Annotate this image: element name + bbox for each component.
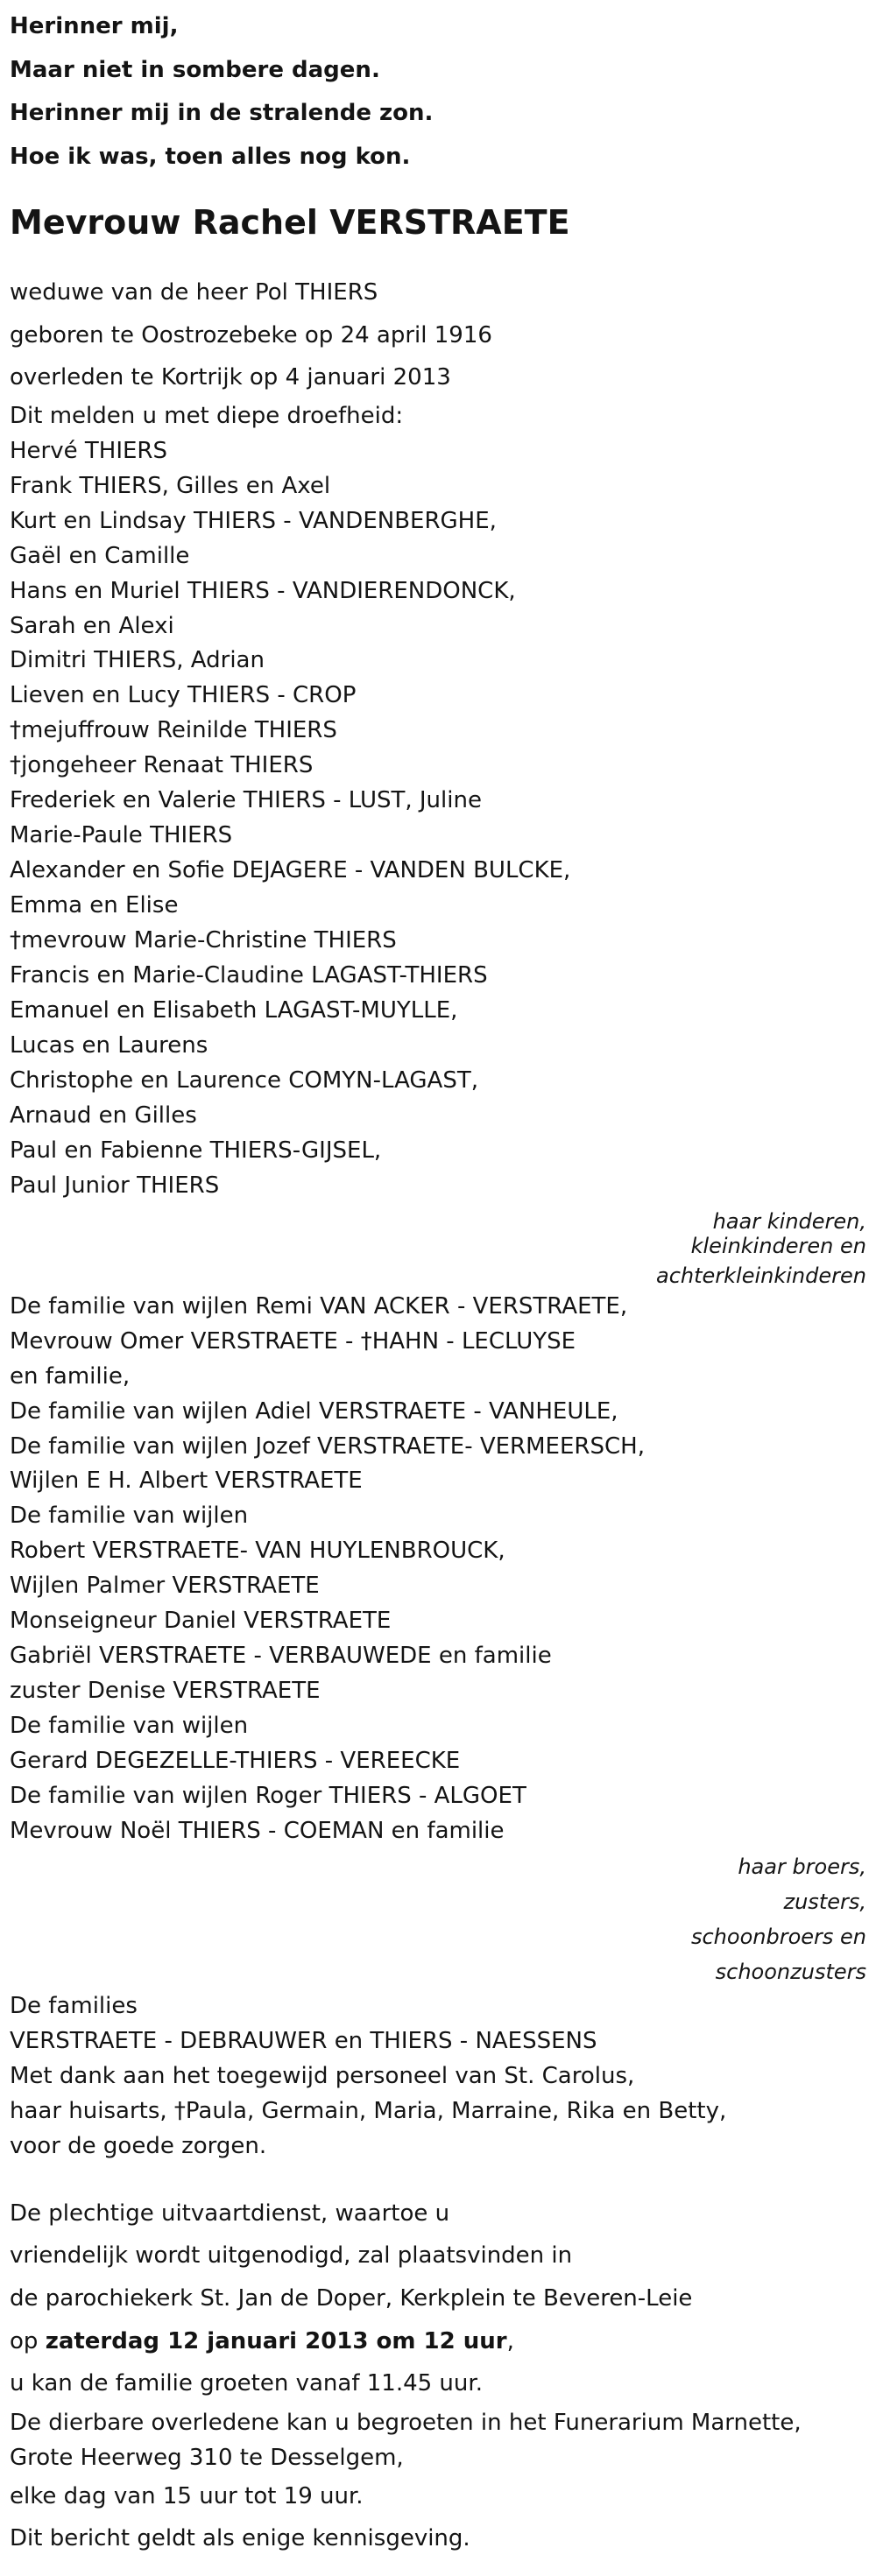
list-item: Robert VERSTRAETE- VAN HUYLENBROUCK, — [10, 1538, 505, 1565]
list-item: Met dank aan het toegewijd personeel van St. Carolus, — [10, 2062, 635, 2089]
list-item: †mejuffrouw Reinilde THIERS — [10, 717, 337, 744]
funeral-line: u kan de familie groeten vanaf 11.45 uur. — [10, 2370, 483, 2397]
siblings-caption — [10, 1849, 866, 1989]
intro-line: overleden te Kortrijk op 4 januari 2013 — [10, 364, 451, 391]
poem — [10, 0, 868, 179]
funeral-details — [10, 2192, 868, 2560]
list-item: Christophe en Laurence COMYN-LAGAST, — [10, 1066, 478, 1094]
funeral-line: de parochiekerk St. Jan de Doper, Kerkplein te Beveren-Leie — [10, 2284, 693, 2312]
intro-line: weduwe van de heer Pol THIERS — [10, 279, 378, 306]
caption-line: zusters, — [783, 1889, 866, 1914]
poem-line: Hoe ik was, toen alles nog kon. — [10, 143, 411, 170]
funeral-date: zaterdag 12 januari 2013 om 12 uur — [45, 2327, 507, 2354]
list-item: De familie van wijlen — [10, 1713, 249, 1740]
list-item: Arnaud en Gilles — [10, 1101, 197, 1129]
funeral-date-prefix: op — [10, 2327, 46, 2354]
list-item: Dimitri THIERS, Adrian — [10, 647, 265, 674]
poem-line: Herinner mij in de stralende zon. — [10, 100, 434, 126]
list-item: zuster Denise VERSTRAETE — [10, 1678, 321, 1705]
announcement: Dit melden u met diepe droefheid: — [10, 402, 404, 429]
list-item: Mevrouw Noël THIERS - COEMAN en familie — [10, 1818, 505, 1844]
list-item: Emanuel en Elisabeth LAGAST-MUYLLE, — [10, 996, 458, 1024]
funeral-line: vriendelijk wordt uitgenodigd, zal plaatsvinden in — [10, 2242, 573, 2270]
intro-line: geboren te Oostrozebeke op 24 april 1916 — [10, 321, 492, 348]
list-item: Gabriël VERSTRAETE - VERBAUWEDE en familie — [10, 1643, 552, 1670]
funeral-line: elke dag van 15 uur tot 19 uur. — [10, 2482, 364, 2509]
families-list — [10, 1989, 868, 2164]
list-item: Lieven en Lucy THIERS - CROP — [10, 682, 357, 709]
caption-line: schoonzusters — [715, 1959, 866, 1984]
caption-line: schoonbroers en — [690, 1924, 866, 1949]
list-item: Alexander en Sofie DEJAGERE - VANDEN BULCKE, — [10, 857, 571, 884]
list-item: Frank THIERS, Gilles en Axel — [10, 472, 331, 499]
list-item: en familie, — [10, 1362, 131, 1390]
list-item: Wijlen Palmer VERSTRAETE — [10, 1573, 320, 1600]
list-item: Francis en Marie-Claudine LAGAST-THIERS — [10, 962, 488, 989]
children-caption — [10, 1209, 866, 1288]
list-item: De families — [10, 1992, 138, 2019]
list-item: Paul Junior THIERS — [10, 1172, 220, 1199]
list-item: Hervé THIERS — [10, 437, 167, 464]
list-item: Gaël en Camille — [10, 542, 190, 569]
list-item: Emma en Elise — [10, 892, 179, 919]
poem-line: Herinner mij, — [10, 13, 179, 39]
deceased-name: Mevrouw Rachel VERSTRAETE — [10, 203, 570, 242]
list-item: Monseigneur Daniel VERSTRAETE — [10, 1608, 392, 1635]
list-item: †jongeheer Renaat THIERS — [10, 752, 314, 779]
list-item: Gerard DEGEZELLE-THIERS - VEREECKE — [10, 1748, 461, 1775]
list-item: De familie van wijlen Roger THIERS - ALGOET — [10, 1783, 526, 1810]
list-item: haar huisarts, †Paula, Germain, Maria, Marraine, Rika en Betty, — [10, 2097, 727, 2124]
list-item: Kurt en Lindsay THIERS - VANDENBERGHE, — [10, 507, 497, 534]
list-item: Sarah en Alexi — [10, 612, 174, 639]
caption-line: kleinkinderen en — [690, 1233, 866, 1258]
list-item: De familie van wijlen Adiel VERSTRAETE - VANHEULE, — [10, 1397, 618, 1425]
list-item: †mevrouw Marie-Christine THIERS — [10, 927, 397, 954]
list-item: Lucas en Laurens — [10, 1031, 208, 1059]
poem-line: Maar niet in sombere dagen. — [10, 56, 380, 83]
list-item: Marie-Paule THIERS — [10, 822, 233, 849]
list-item: Hans en Muriel THIERS - VANDIERENDONCK, — [10, 577, 516, 604]
caption-line: haar broers, — [738, 1854, 866, 1879]
funeral-line: De dierbare overledene kan u begroeten in het Funerarium Marnette, — [10, 2409, 802, 2436]
list-item: VERSTRAETE - DEBRAUWER en THIERS - NAESSENS — [10, 2027, 597, 2054]
list-item: De familie van wijlen Jozef VERSTRAETE- VERMEERSCH, — [10, 1432, 645, 1460]
funeral-date-line — [10, 2320, 868, 2363]
obituary-notice — [10, 0, 868, 2560]
list-item: Wijlen E H. Albert VERSTRAETE — [10, 1467, 363, 1495]
list-item: De familie van wijlen — [10, 1503, 249, 1530]
list-item: Paul en Fabienne THIERS-GIJSEL, — [10, 1137, 382, 1164]
intro — [10, 271, 868, 399]
funeral-line: Dit bericht geldt als enige kennisgeving. — [10, 2525, 470, 2552]
funeral-line: De plechtige uitvaartdienst, waartoe u — [10, 2199, 450, 2227]
caption-line: haar kinderen, — [712, 1208, 866, 1234]
children-list — [10, 399, 868, 1204]
list-item: Mevrouw Omer VERSTRAETE - †HAHN - LECLUYSE — [10, 1327, 576, 1355]
caption-line: achterkleinkinderen — [656, 1263, 866, 1288]
funeral-line: Grote Heerweg 310 te Desselgem, — [10, 2444, 404, 2471]
list-item: voor de goede zorgen. — [10, 2132, 267, 2159]
list-item: De familie van wijlen Remi VAN ACKER - VERSTRAETE, — [10, 1292, 628, 1320]
list-item: Frederiek en Valerie THIERS - LUST, Juline — [10, 787, 482, 814]
funeral-date-suffix: , — [506, 2327, 514, 2354]
siblings-list — [10, 1290, 868, 1849]
